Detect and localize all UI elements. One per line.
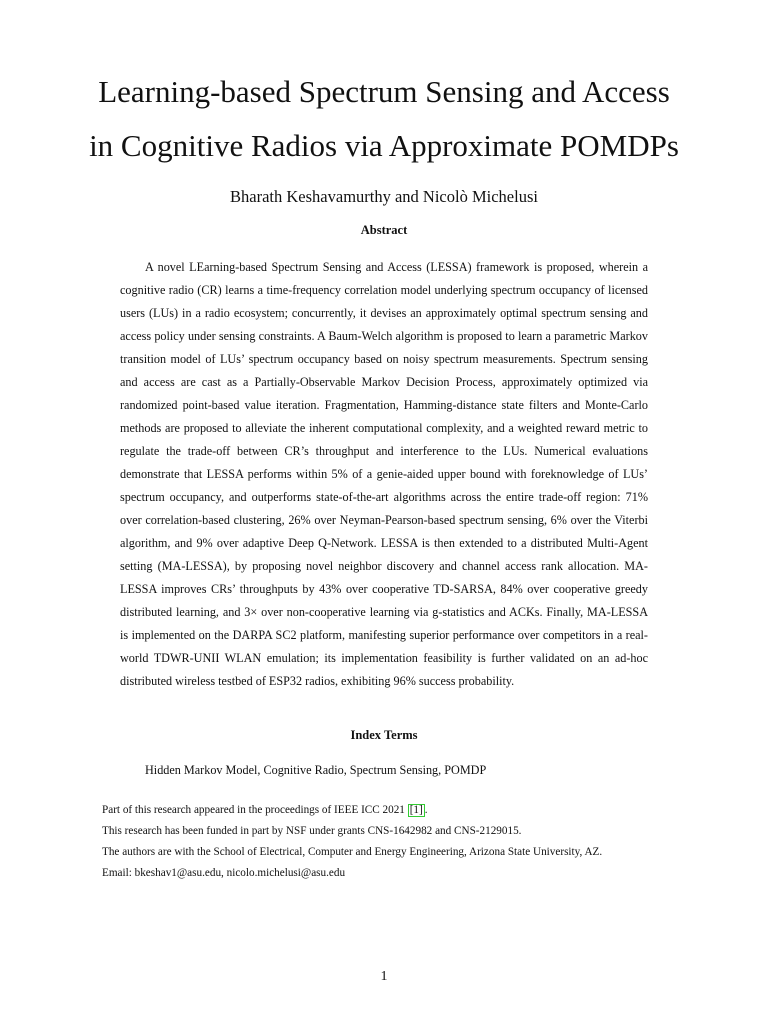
abstract-body: A novel LEarning-based Spectrum Sensing and Access (LESSA) framework is proposed, wherein a cognitive radio (CR) learns a time-frequency correlation model underlying spectrum occupancy of licensed users (LUs) in a radio ecosystem; concurrently, it devises an approximately optimal spectrum sensing and access policy under sensing constraints. A Baum-Welch algorithm is proposed to learn a parametric Markov transition model of LUs’ spectrum occupancy based on noisy spectrum measurements. Spectrum sensing and access are cast as a Partially-Observable Markov Decision Process, approximately optimized via randomized point-based value iteration. Fragmentation, Hamming-distance state filters and Monte-Carlo methods are proposed to alleviate the inherent computational complexity, and a weighted reward metric to regulate the trade-off between CR’s throughput and interference to the LUs. Numerical evaluations demonstrate that LESSA performs within 5% of a genie-aided upper bound with foreknowledge of LUs’ spectrum occupancy, and outperforms state-of-the-art algorithms across the entire trade-off region: 71% over correlation-based clustering, 26% over Neyman-Pearson-based spectrum sensing, 6% over the Viterbi algorithm, and 9% over adaptive Deep Q-Network. LESSA is then extended to a distributed Multi-Agent setting (MA-LESSA), by proposing novel neighbor discovery and channel access rank allocation. MA-LESSA improves CRs’ throughputs by 43% over cooperative TD-SARSA, 84% over cooperative greedy distributed learning, and 3× over non-cooperative learning via g-statistics and ACKs. Finally, MA-LESSA is implemented on the DARPA SC2 platform, manifesting superior performance over competitors in a real-world TDWR-UNII WLAN emulation; its implementation feasibility is further validated on an ad-hoc distributed wireless testbed of ESP32 radios, exhibiting 96% success probability. (120, 260, 648, 688)
footnote-publication-period: . (424, 804, 428, 816)
footnote-affiliation: The authors are with the School of Electrical, Computer and Energy Engineering, Arizona State University, AZ. (102, 846, 603, 858)
footnote-email: Email: bkeshav1@asu.edu, nicolo.michelusi@asu.edu (102, 867, 346, 879)
footnote-funding: This research has been funded in part by NSF under grants CNS-1642982 and CNS-2129015. (102, 825, 522, 837)
index-terms-heading: Index Terms (350, 728, 418, 742)
paper-title-line-1: Learning-based Spectrum Sensing and Access (98, 74, 670, 109)
footnote-publication-text: Part of this research appeared in the proceedings of IEEE ICC 2021 (102, 804, 408, 816)
footnote-publication (102, 804, 428, 817)
author-list: Bharath Keshavamurthy and Nicolò Michelusi (230, 187, 538, 206)
index-terms-body: Hidden Markov Model, Cognitive Radio, Spectrum Sensing, POMDP (145, 763, 487, 777)
page-number: 1 (380, 969, 388, 984)
citation-link[interactable]: [1] (409, 804, 423, 816)
abstract-heading: Abstract (360, 223, 408, 237)
paper-title-line-2: in Cognitive Radios via Approximate POMDPs (89, 128, 679, 163)
